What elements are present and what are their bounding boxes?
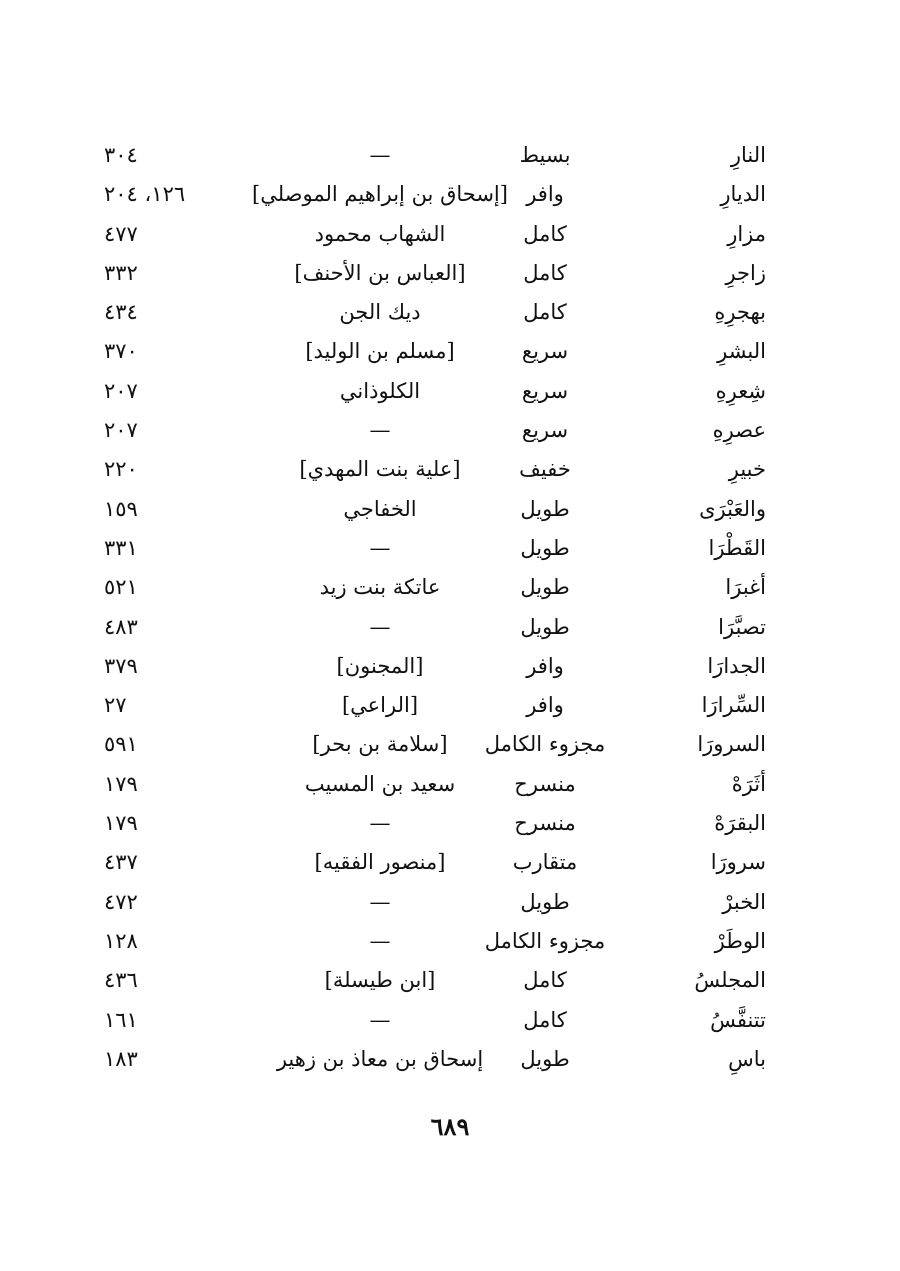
rhyme-cell: النارِ <box>730 143 766 167</box>
rhyme-cell: الوطَرْ <box>714 928 766 953</box>
rhyme-cell: المجلسُ <box>694 968 766 993</box>
rhyme-cell: القَطْرَا <box>708 535 766 560</box>
poet-cell: الشهاب محمود <box>314 221 446 246</box>
table-row <box>0 332 900 371</box>
rhyme-cell: الخبرْ <box>722 889 766 914</box>
poet-cell: إسحاق بن معاذ بن زهير <box>276 1046 484 1071</box>
page-ref-cell: ٣٧٠ <box>104 339 138 364</box>
meter-cell: كامل <box>523 221 567 246</box>
rhyme-cell: السِّرارَا <box>701 693 766 718</box>
page-number: ٦٨٩ <box>430 1112 470 1141</box>
meter-cell: طويل <box>520 1046 570 1071</box>
table-row <box>0 804 900 843</box>
meter-cell: منسرح <box>514 771 576 796</box>
page-ref-cell: ٢٠٧ <box>104 418 138 443</box>
poet-cell: الخفاجي <box>343 496 417 521</box>
rhyme-cell: سرورَا <box>710 850 766 875</box>
meter-cell: كامل <box>523 1007 567 1032</box>
poet-cell: [إسحاق بن إبراهيم الموصلي] <box>252 182 508 207</box>
table-row <box>0 372 900 411</box>
table-row <box>0 765 900 804</box>
page-ref-cell: ٣٠٤ <box>104 143 138 167</box>
poet-cell: — <box>369 535 391 560</box>
rhyme-cell: بهجرِهِ <box>714 300 766 325</box>
rhyme-cell: البشرِ <box>717 339 766 364</box>
rhyme-cell: خبيرِ <box>728 457 766 482</box>
table-row <box>0 843 900 882</box>
meter-cell: منسرح <box>514 811 576 836</box>
meter-cell: كامل <box>523 260 567 285</box>
table-row <box>0 490 900 529</box>
poet-cell: — <box>369 928 391 953</box>
rhyme-cell: باسِ <box>728 1046 766 1071</box>
page-ref-cell: ٣٣١ <box>104 535 138 560</box>
page-ref-cell: ٤٣٤ <box>104 300 138 325</box>
meter-cell: سريع <box>521 418 569 443</box>
page-ref-cell: ٢٧ <box>104 693 127 718</box>
page-ref-cell: ١٧٩ <box>104 811 138 836</box>
poet-cell: سعيد بن المسيب <box>304 771 456 796</box>
table-row <box>0 529 900 568</box>
poet-cell: [منصور الفقيه] <box>314 850 446 875</box>
table-row <box>0 725 900 764</box>
poet-cell: [الراعي] <box>341 693 419 718</box>
meter-cell: طويل <box>520 889 570 914</box>
poet-cell: — <box>369 1007 391 1032</box>
page-ref-cell: ٣٧٩ <box>104 653 138 678</box>
page-ref-cell: ٢٠٧ <box>104 378 138 403</box>
meter-cell: كامل <box>523 300 567 325</box>
poet-cell: [علية بنت المهدي] <box>299 457 461 482</box>
meter-cell: بسيط <box>519 143 571 167</box>
table-row <box>0 254 900 293</box>
meter-cell: طويل <box>520 535 570 560</box>
meter-cell: متقارب <box>512 850 578 875</box>
rhyme-cell: الديارِ <box>720 182 766 207</box>
poet-cell: [العباس بن الأحنف] <box>294 260 466 285</box>
poet-cell: [سلامة بن بحر] <box>312 732 448 757</box>
meter-cell: وافر <box>526 182 564 207</box>
rhyme-cell: البقرَهْ <box>714 811 766 836</box>
table-row <box>0 686 900 725</box>
verse-index-table <box>0 136 900 1079</box>
page-ref-cell: ٣٣٢ <box>104 260 138 285</box>
rhyme-cell: الجدارَا <box>707 653 766 678</box>
table-row <box>0 568 900 607</box>
meter-cell: مجزوء الكامل <box>484 928 606 953</box>
meter-cell: كامل <box>523 968 567 993</box>
page-ref-cell: ٤٧٧ <box>104 221 138 246</box>
meter-cell: طويل <box>520 496 570 521</box>
meter-cell: طويل <box>520 614 570 639</box>
page-ref-cell: ٤٣٦ <box>104 968 138 993</box>
rhyme-cell: السرورَا <box>697 732 766 757</box>
rhyme-cell: زاجرِ <box>725 260 766 285</box>
poet-cell: — <box>369 418 391 443</box>
table-row <box>0 450 900 489</box>
meter-cell: طويل <box>520 575 570 600</box>
rhyme-cell: عصرِهِ <box>712 418 766 443</box>
page-ref-cell: ١٨٣ <box>104 1046 138 1071</box>
page-ref-cell: ١٧٩ <box>104 771 138 796</box>
rhyme-cell: أثَرَهْ <box>731 771 766 796</box>
page-ref-cell: ٥٢١ <box>104 575 138 600</box>
rhyme-cell: تصبَّرَا <box>718 614 766 639</box>
poet-cell: — <box>369 143 391 167</box>
table-row <box>0 215 900 254</box>
poet-cell: الكلوذاني <box>339 378 421 403</box>
table-row <box>0 136 900 175</box>
page-ref-cell: ١٢٨ <box>104 928 138 953</box>
page-ref-cell: ١٦١ <box>104 1007 138 1032</box>
rhyme-cell: شِعرِهِ <box>715 378 766 403</box>
meter-cell: وافر <box>526 653 564 678</box>
page-ref-cell: ٤٨٣ <box>104 614 138 639</box>
table-row <box>0 883 900 922</box>
poet-cell: [ابن طيسلة] <box>324 968 436 993</box>
meter-cell: سريع <box>521 378 569 403</box>
table-row <box>0 922 900 961</box>
rhyme-cell: والعَبْرَى <box>699 496 766 521</box>
poet-cell: — <box>369 811 391 836</box>
table-row <box>0 608 900 647</box>
page-ref-cell: ٥٩١ <box>104 732 138 757</box>
table-row <box>0 647 900 686</box>
meter-cell: خفيف <box>519 457 571 482</box>
poet-cell: — <box>369 889 391 914</box>
rhyme-cell: تتنفَّسُ <box>710 1007 766 1032</box>
table-row <box>0 411 900 450</box>
rhyme-cell: أغبرَا <box>725 575 766 600</box>
meter-cell: وافر <box>526 693 564 718</box>
table-row <box>0 293 900 332</box>
page-ref-cell: ١٢٦، ٢٠٤ <box>104 182 186 207</box>
meter-cell: مجزوء الكامل <box>484 732 606 757</box>
page-ref-cell: ٤٣٧ <box>104 850 138 875</box>
page-ref-cell: ٤٧٢ <box>104 889 138 914</box>
poet-cell: ديك الجن <box>339 300 421 325</box>
poet-cell: [المجنون] <box>336 653 424 678</box>
poet-cell: عاتكة بنت زيد <box>319 575 441 600</box>
poet-cell: — <box>369 614 391 639</box>
table-row <box>0 175 900 214</box>
meter-cell: سريع <box>521 339 569 364</box>
rhyme-cell: مزارِ <box>727 221 766 246</box>
poet-cell: [مسلم بن الوليد] <box>305 339 455 364</box>
page-ref-cell: ٢٢٠ <box>104 457 138 482</box>
table-row <box>0 1001 900 1040</box>
table-row <box>0 1040 900 1079</box>
table-row <box>0 961 900 1000</box>
page-ref-cell: ١٥٩ <box>104 496 138 521</box>
